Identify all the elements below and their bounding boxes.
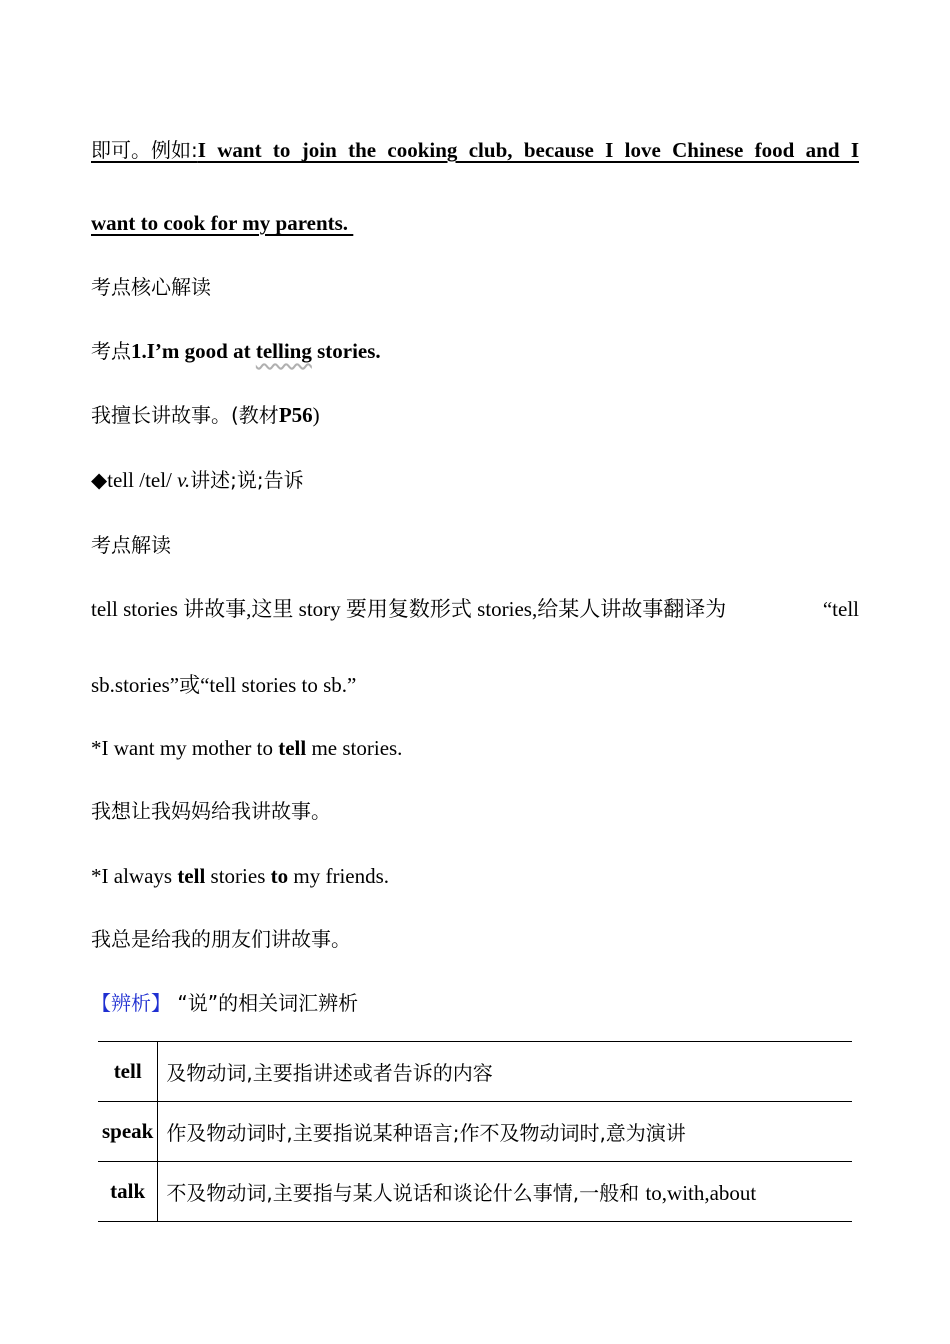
table-row bbox=[98, 1162, 852, 1222]
example-2-key: tell bbox=[177, 864, 206, 888]
discrimination-heading bbox=[91, 988, 358, 1018]
example-1-translation: 我想让我妈妈给我讲故事。 bbox=[91, 799, 331, 823]
example-1-key: tell bbox=[278, 736, 307, 760]
table-row bbox=[98, 1102, 852, 1162]
example-2-translation: 我总是给我的朋友们讲故事。 bbox=[91, 927, 351, 951]
vocab-word-phonetic: tell /tel/ bbox=[107, 468, 178, 492]
point-1-translation bbox=[91, 400, 320, 430]
desc-cell bbox=[158, 1042, 852, 1102]
source-ref: P56 bbox=[278, 403, 313, 427]
example-2 bbox=[91, 861, 389, 891]
example-2-key2: to bbox=[270, 864, 289, 888]
desc-text: 及物动词,主要指讲述或者告诉的内容 bbox=[166, 1061, 493, 1085]
table-row bbox=[98, 1042, 852, 1102]
translation-text: 我擅长讲故事。(教材 bbox=[91, 403, 279, 427]
answer-line-1 bbox=[91, 135, 859, 165]
example-2-mid: stories bbox=[205, 864, 271, 888]
vocab-line bbox=[91, 465, 304, 495]
example-2-star: * bbox=[91, 864, 102, 888]
example-1 bbox=[91, 733, 402, 763]
analysis-line-1 bbox=[91, 594, 859, 624]
vocab-meaning: 讲述;说;告诉 bbox=[190, 468, 304, 492]
analysis-line-2: sb.stories”或“tell stories to sb.” bbox=[91, 673, 357, 697]
desc-cell bbox=[158, 1102, 852, 1162]
example-1-pre: I want my mother to bbox=[101, 736, 279, 760]
translation-close: ) bbox=[312, 403, 320, 427]
analysis-title: 考点解读 bbox=[91, 533, 171, 557]
example-2-post: my friends. bbox=[288, 864, 390, 888]
answer-prefix: 即可。例如: bbox=[91, 138, 198, 162]
point-sentence-word: telling bbox=[255, 339, 312, 363]
discrimination-tag: 【辨析】 bbox=[91, 991, 171, 1015]
point-number: 1. bbox=[131, 339, 147, 363]
diamond-bullet-icon: ◆ bbox=[91, 468, 108, 492]
analysis-line-1-main: tell stories 讲故事,这里 story 要用复数形式 stories,给某人讲故事翻译为 bbox=[91, 597, 727, 621]
discrimination-title: “说”的相关词汇辨析 bbox=[177, 991, 359, 1015]
answer-line-2: want to cook for my parents. bbox=[91, 211, 354, 235]
example-1-post: me stories. bbox=[306, 736, 403, 760]
answer-sentence-part1: I want to join the cooking club, because I love Chinese food and I bbox=[197, 138, 859, 162]
example-1-star: * bbox=[91, 736, 102, 760]
point-1-heading bbox=[91, 336, 381, 366]
comparison-table bbox=[98, 1041, 852, 1222]
desc-cell bbox=[158, 1162, 852, 1222]
term-cell: talk bbox=[98, 1162, 158, 1222]
desc-text: 不及物动词,主要指与某人说话和谈论什么事情,一般和 bbox=[166, 1181, 646, 1205]
point-label: 考点 bbox=[91, 339, 131, 363]
term-cell: tell bbox=[98, 1042, 158, 1102]
desc-text-en: to,with,about bbox=[645, 1181, 757, 1205]
example-2-pre: I always bbox=[101, 864, 178, 888]
term-cell: speak bbox=[98, 1102, 158, 1162]
point-sentence-post: stories. bbox=[311, 339, 381, 363]
section-title: 考点核心解读 bbox=[91, 275, 211, 299]
desc-text: 作及物动词时,主要指说某种语言;作不及物动词时,意为演讲 bbox=[166, 1121, 686, 1145]
answer-line-1-text bbox=[91, 135, 859, 165]
point-sentence-pre: I’m good at bbox=[146, 339, 256, 363]
vocab-pos: v. bbox=[177, 468, 191, 492]
analysis-line-1-end: “tell bbox=[822, 597, 859, 621]
